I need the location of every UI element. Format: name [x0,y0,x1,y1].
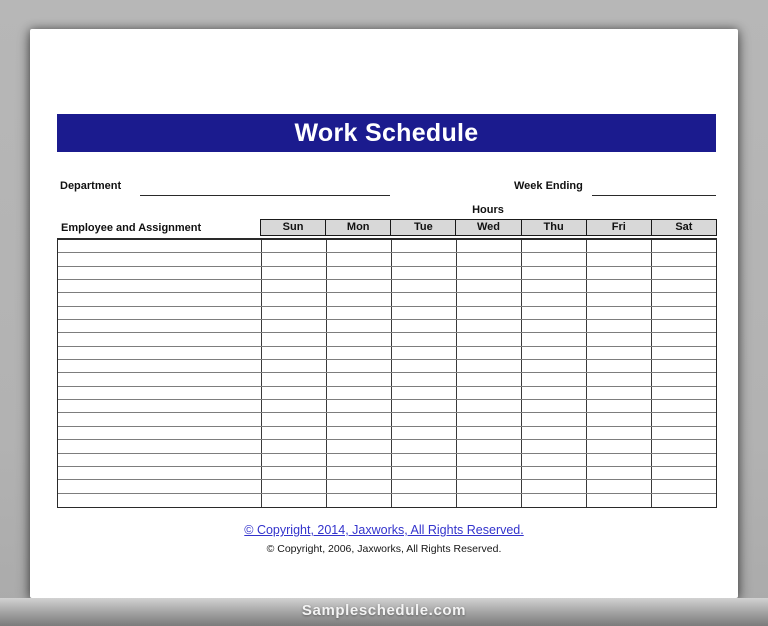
hours-cell [586,400,651,412]
watermark-text: Sampleschedule.com [301,602,467,619]
hours-cell [261,373,326,385]
hours-cell [326,387,391,399]
hours-cell [261,307,326,319]
hours-cell [651,347,716,359]
hours-cell [456,427,521,439]
hours-cell [521,253,586,265]
hours-cell [456,454,521,466]
hours-cell [521,400,586,412]
week-ending-blank-line [592,180,716,196]
hours-cell [651,427,716,439]
watermark-bar [0,598,768,626]
employee-cell [58,360,261,372]
employee-assignment-header: Employee and Assignment [61,222,202,234]
hours-cell [261,440,326,452]
hours-cell [456,440,521,452]
hours-cell [586,494,651,507]
department-blank-line [140,180,390,196]
hours-cell [521,494,586,507]
hours-cell [651,360,716,372]
hours-cell [456,333,521,345]
hours-cell [521,440,586,452]
hours-cell [586,480,651,492]
table-row [58,440,716,453]
hours-cell [391,427,456,439]
hours-cell [651,400,716,412]
table-row [58,467,716,480]
employee-cell [58,427,261,439]
hours-cell [651,307,716,319]
hours-cell [326,360,391,372]
hours-cell [261,454,326,466]
hours-cell [391,494,456,507]
hours-cell [521,467,586,479]
hours-cell [326,494,391,507]
employee-cell [58,280,261,292]
hours-cell [391,320,456,332]
hours-cell [261,267,326,279]
hours-cell [261,320,326,332]
hours-cell [326,293,391,305]
hours-cell [586,293,651,305]
hours-cell [261,387,326,399]
hours-cell [651,440,716,452]
hours-cell [391,253,456,265]
hours-cell [586,440,651,452]
table-row [58,454,716,467]
table-row [58,293,716,306]
hours-cell [586,467,651,479]
table-row [58,333,716,346]
hours-cell [456,320,521,332]
hours-cell [456,373,521,385]
table-row [58,400,716,413]
hours-cell [326,280,391,292]
hours-cell [326,427,391,439]
hours-cell [586,320,651,332]
hours-cell [391,467,456,479]
employee-cell [58,320,261,332]
hours-cell [261,494,326,507]
hours-cell [391,440,456,452]
document-page [30,29,738,598]
hours-cell [651,253,716,265]
hours-cell [456,467,521,479]
table-row [58,494,716,507]
hours-cell [261,467,326,479]
hours-cell [261,400,326,412]
hours-cell [391,360,456,372]
hours-cell [651,320,716,332]
hours-cell [651,267,716,279]
hours-cell [326,333,391,345]
hours-cell [391,454,456,466]
department-label: Department [60,180,122,192]
hours-cell [521,413,586,425]
table-row [58,240,716,253]
table-row [58,360,716,373]
hours-cell [521,240,586,252]
employee-cell [58,440,261,452]
hours-cell [521,320,586,332]
hours-cell [521,454,586,466]
employee-cell [58,413,261,425]
hours-cell [326,347,391,359]
hours-cell [521,307,586,319]
hours-cell [586,413,651,425]
hours-label: Hours [472,204,504,216]
hours-cell [651,387,716,399]
hours-cell [261,347,326,359]
hours-cell [521,427,586,439]
hours-cell [261,360,326,372]
schedule-body [57,238,717,508]
employee-cell [58,494,261,507]
hours-cell [391,307,456,319]
hours-cell [261,293,326,305]
employee-cell [58,240,261,252]
hours-cell [586,373,651,385]
hours-cell [456,307,521,319]
week-ending-label: Week Ending [514,180,583,192]
hours-cell [261,280,326,292]
table-row [58,307,716,320]
hours-cell [391,240,456,252]
hours-cell [326,454,391,466]
employee-cell [58,253,261,265]
hours-cell [261,427,326,439]
hours-cell [391,267,456,279]
employee-cell [58,467,261,479]
hours-cell [651,480,716,492]
day-header-sun: Sun [260,219,326,236]
hours-cell [456,347,521,359]
day-header-sat: Sat [651,219,717,236]
hours-cell [521,333,586,345]
hours-cell [326,267,391,279]
hours-cell [586,347,651,359]
hours-cell [326,440,391,452]
employee-cell [58,267,261,279]
day-header-tue: Tue [390,219,456,236]
hours-cell [456,480,521,492]
table-row [58,373,716,386]
hours-cell [456,280,521,292]
table-row [58,280,716,293]
hours-cell [326,480,391,492]
hours-cell [586,427,651,439]
table-row [58,347,716,360]
hours-cell [391,280,456,292]
title-bar [57,114,716,152]
table-row [58,387,716,400]
hours-cell [586,267,651,279]
hours-cell [651,280,716,292]
hours-cell [521,387,586,399]
hours-cell [651,293,716,305]
employee-cell [58,480,261,492]
hours-cell [651,413,716,425]
hours-cell [326,400,391,412]
hours-cell [586,240,651,252]
employee-cell [58,347,261,359]
hours-cell [651,373,716,385]
hours-cell [391,400,456,412]
employee-cell [58,454,261,466]
employee-cell [58,307,261,319]
copyright-2014-link[interactable]: © Copyright, 2014, Jaxworks, All Rights Reserved. [244,523,524,537]
hours-cell [391,333,456,345]
hours-cell [326,307,391,319]
hours-cell [651,454,716,466]
hours-cell [521,293,586,305]
employee-cell [58,387,261,399]
hours-cell [651,467,716,479]
employee-cell [58,373,261,385]
hours-cell [456,360,521,372]
hours-cell [456,413,521,425]
hours-cell [651,240,716,252]
employee-cell [58,333,261,345]
hours-cell [521,280,586,292]
hours-cell [261,333,326,345]
hours-cell [456,293,521,305]
table-row [58,267,716,280]
hours-cell [521,373,586,385]
hours-cell [586,280,651,292]
hours-cell [326,413,391,425]
hours-cell [586,360,651,372]
hours-cell [391,293,456,305]
hours-cell [586,307,651,319]
hours-cell [586,387,651,399]
hours-cell [521,360,586,372]
copyright-2006-text: © Copyright, 2006, Jaxworks, All Rights Reserved. [266,543,502,555]
hours-cell [521,480,586,492]
hours-cell [651,494,716,507]
hours-cell [391,373,456,385]
hours-cell [261,413,326,425]
employee-cell [58,400,261,412]
hours-cell [456,387,521,399]
hours-cell [391,347,456,359]
hours-cell [456,253,521,265]
hours-cell [456,267,521,279]
hours-cell [326,320,391,332]
hours-cell [391,413,456,425]
hours-cell [586,333,651,345]
hours-cell [326,240,391,252]
hours-cell [586,454,651,466]
hours-cell [261,253,326,265]
hours-cell [586,253,651,265]
hours-cell [326,253,391,265]
hours-cell [261,480,326,492]
employee-cell [58,293,261,305]
schedule-table [57,219,717,508]
day-header-thu: Thu [521,219,587,236]
table-row [58,320,716,333]
table-row [58,427,716,440]
table-row [58,413,716,426]
hours-cell [391,387,456,399]
table-row [58,480,716,493]
hours-cell [456,494,521,507]
day-header-mon: Mon [325,219,391,236]
day-header-wed: Wed [455,219,521,236]
day-header-fri: Fri [586,219,652,236]
hours-cell [391,480,456,492]
hours-cell [326,373,391,385]
hours-cell [261,240,326,252]
hours-cell [456,400,521,412]
hours-cell [521,267,586,279]
table-row [58,253,716,266]
hours-cell [326,467,391,479]
schedule-header-row [57,219,717,236]
hours-cell [456,240,521,252]
hours-cell [521,347,586,359]
page-title: Work Schedule [294,119,479,147]
hours-cell [651,333,716,345]
